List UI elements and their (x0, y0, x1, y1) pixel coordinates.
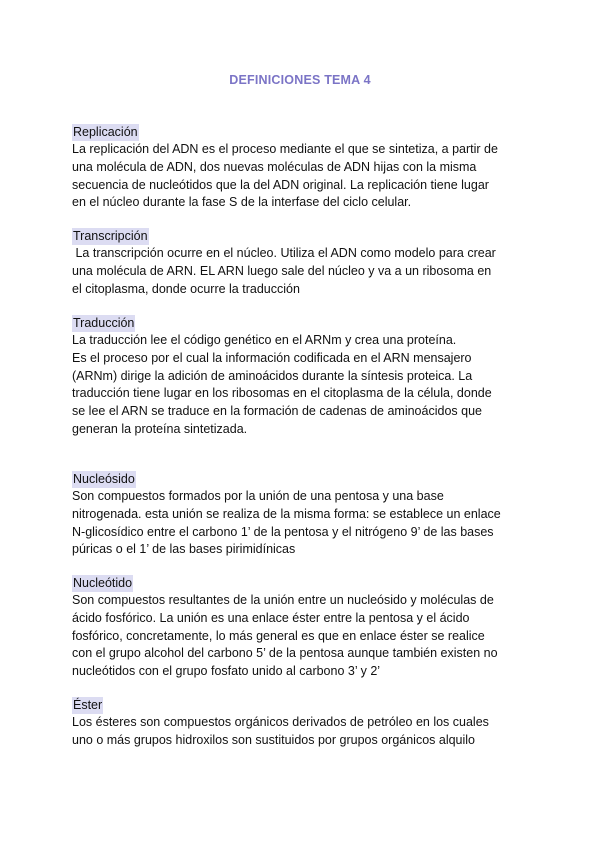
body-line: el citoplasma, donde ocurre la traducción (72, 281, 300, 296)
section-body (72, 141, 532, 212)
body-line: La transcripción ocurre en el núcleo. Utiliza el ADN como modelo para crear (72, 246, 496, 260)
section-heading: Traducción (73, 316, 135, 330)
body-line: una molécula de ADN, dos nuevas moléculas de ADN hijas con la misma (72, 159, 477, 174)
body-line: se lee el ARN se traduce en la formación de cadenas de aminoácidos que (72, 404, 482, 419)
section-heading: Replicación (73, 125, 138, 139)
section-body (72, 332, 532, 439)
section-body (72, 488, 532, 559)
body-line: Son compuestos resultantes de la unión entre un nucleósido y moléculas de (72, 593, 494, 607)
body-line: La replicación del ADN es el proceso mediante el que se sintetiza, a partir de (72, 142, 498, 156)
section-traduccion (72, 314, 532, 439)
page-title: DEFINICIONES TEMA 4 (229, 73, 371, 87)
section-nucleotido (72, 574, 532, 681)
body-line: N-glicosídico entre el carbono 1’ de la pentosa y el nitrógeno 9’ de las bases (72, 524, 494, 539)
body-line: en el núcleo durante la fase S de la interfase del ciclo celular. (72, 195, 412, 210)
section-heading: Nucleótido (73, 576, 133, 590)
body-line: Los ésteres son compuestos orgánicos derivados de petróleo en los cuales (72, 715, 489, 729)
body-line: uno o más grupos hidroxilos son sustituidos por grupos orgánicos alquilo (72, 732, 476, 747)
body-line: Son compuestos formados por la unión de una pentosa y una base (72, 489, 444, 503)
section-body (72, 714, 532, 750)
body-line: secuencia de nucleótidos que la del ADN original. La replicación tiene lugar (72, 177, 489, 192)
body-line: fosfórico, concretamente, lo más general es que en enlace éster se realice (72, 628, 485, 643)
section-heading: Nucleósido (73, 472, 135, 486)
section-transcripcion (72, 227, 532, 298)
body-line: ácido fosfórico. La unión es una enlace éster entre la pentosa y el ácido (72, 610, 470, 625)
body-line: con el grupo alcohol del carbono 5’ de la pentosa aunque también existen no (72, 646, 498, 661)
section-ester (72, 696, 532, 750)
body-line: Es el proceso por el cual la información codificada en el ARN mensajero (72, 350, 472, 365)
section-heading: Transcripción (73, 229, 148, 243)
body-line: traducción tiene lugar en los ribosomas en el citoplasma de la célula, donde (72, 386, 492, 401)
body-line: nitrogenada. esta unión se realiza de la misma forma: se establece un enlace (72, 506, 501, 521)
body-line: generan la proteína sintetizada. (72, 421, 248, 436)
section-body (72, 245, 532, 298)
body-line: (ARNm) dirige la adición de aminoácidos durante la síntesis proteica. La (72, 368, 473, 383)
body-line: nucleótidos con el grupo fosfato unido al carbono 3’ y 2’ (72, 664, 381, 679)
section-replicacion (72, 123, 532, 212)
body-line: La traducción lee el código genético en el ARNm y crea una proteína. (72, 333, 457, 347)
section-nucleosido (72, 470, 532, 559)
section-body (72, 592, 532, 681)
section-heading: Éster (73, 698, 103, 712)
body-line: una molécula de ARN. EL ARN luego sale del núcleo y va a un ribosoma en (72, 263, 492, 278)
body-line: púricas o el 1’ de las bases pirimidínicas (72, 542, 296, 557)
